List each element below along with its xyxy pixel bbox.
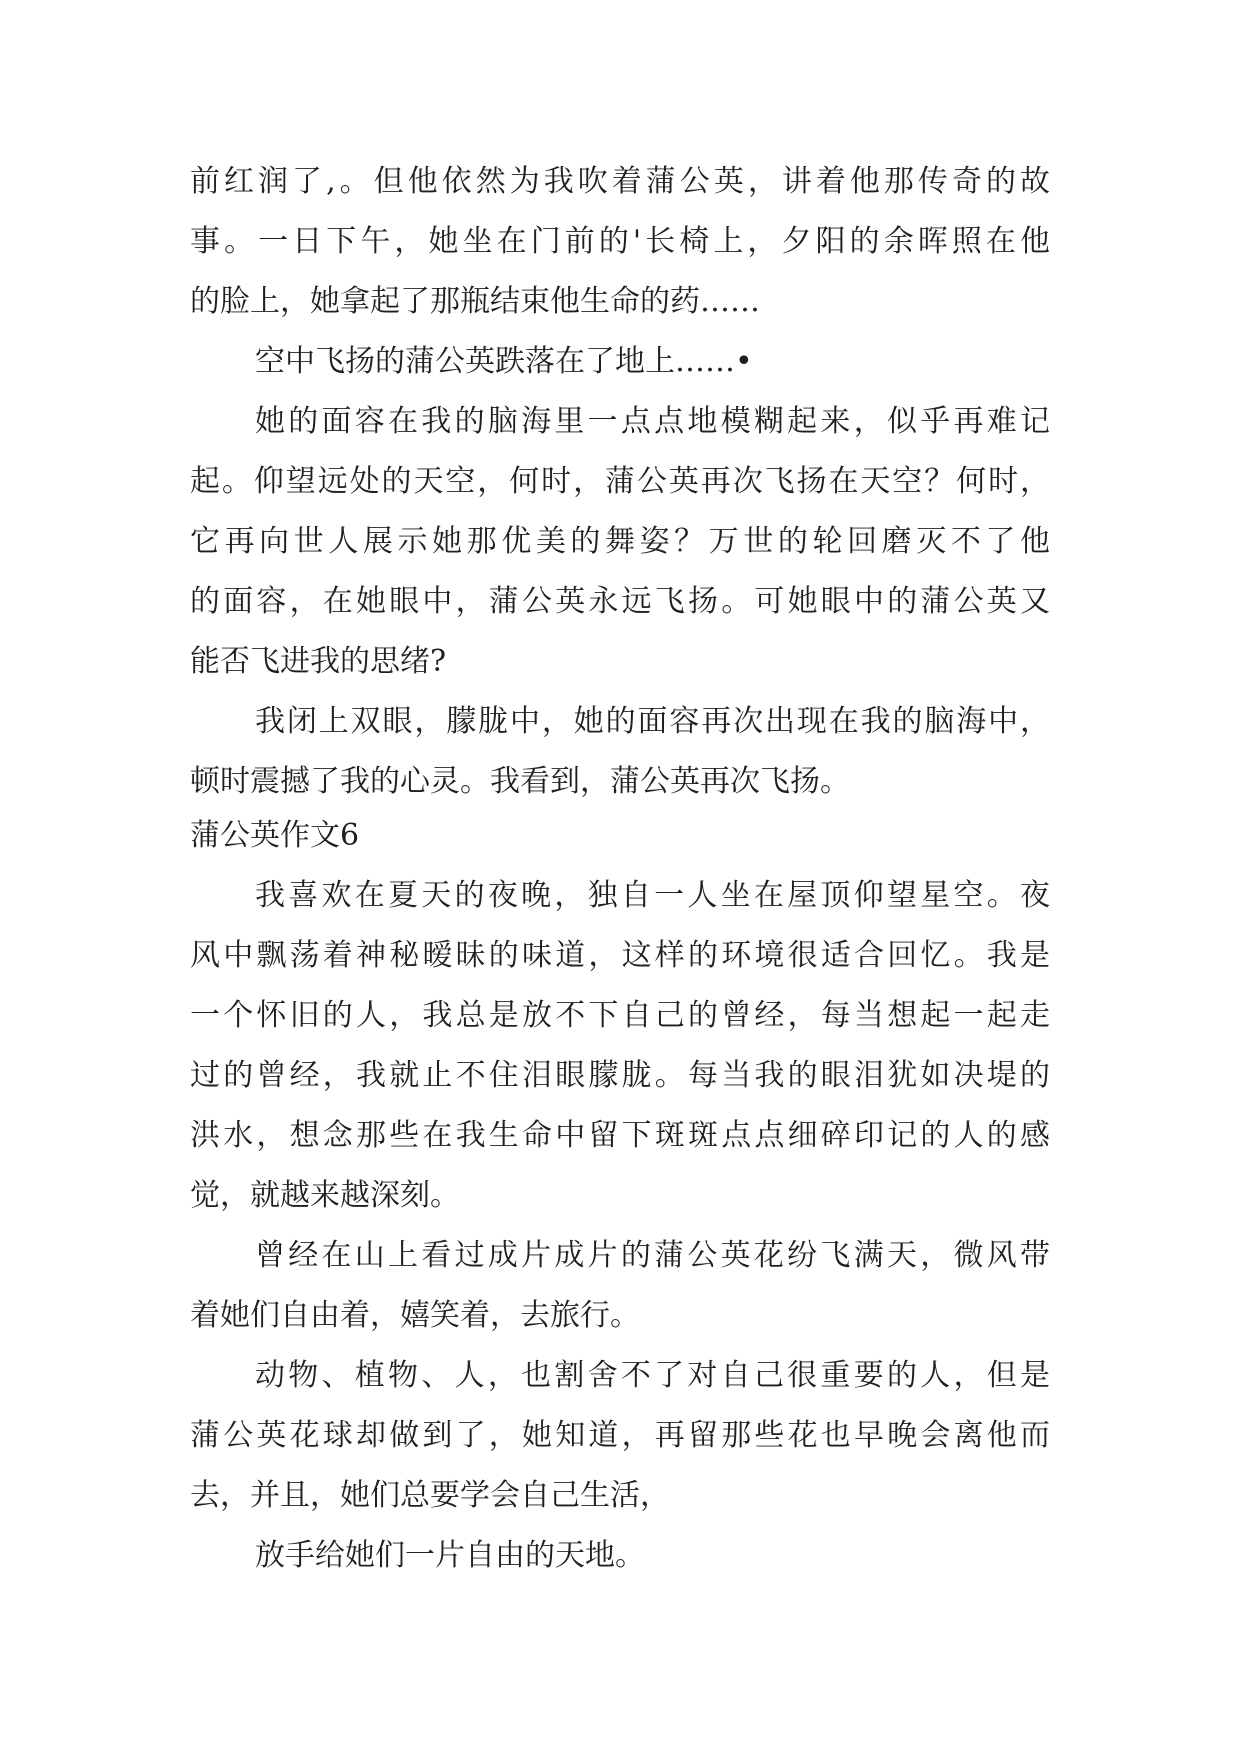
text-line: 洪水，想念那些在我生命中留下斑斑点点细碎印记的人的感 (190, 1118, 1050, 1153)
text-line: 风中飘荡着神秘暧昧的味道，这样的环境很适合回忆。我是 (190, 938, 1050, 973)
text-line: 的面容，在她眼中，蒲公英永远飞扬。可她眼中的蒲公英又 (190, 584, 1050, 619)
text-line: 觉，就越来越深刻。 (190, 1178, 460, 1213)
text-line: 的脸上，她拿起了那瓶结束他生命的药…… (190, 284, 760, 319)
text-line: 事。一日下午，她坐在门前的'长椅上，夕阳的余晖照在他 (190, 224, 1050, 259)
text-line: 空中飞扬的蒲公英跌落在了地上……• (255, 344, 753, 379)
text-line: 前红润了,。但他依然为我吹着蒲公英，讲着他那传奇的故 (190, 164, 1050, 199)
text-line: 动物、植物、人，也割舍不了对自己很重要的人，但是 (255, 1358, 1050, 1393)
text-line: 过的曾经，我就止不住泪眼朦胧。每当我的眼泪犹如决堤的 (190, 1058, 1050, 1093)
text-line: 我喜欢在夏天的夜晚，独自一人坐在屋顶仰望星空。夜 (255, 878, 1050, 913)
section-heading: 蒲公英作文6 (190, 818, 360, 853)
text-line: 放手给她们一片自由的天地。 (255, 1538, 645, 1573)
text-line: 顿时震撼了我的心灵。我看到，蒲公英再次飞扬。 (190, 764, 850, 799)
text-line: 着她们自由着，嬉笑着，去旅行。 (190, 1298, 640, 1333)
text-line: 我闭上双眼，朦胧中，她的面容再次出现在我的脑海中， (255, 704, 1050, 739)
text-line: 起。仰望远处的天空，何时，蒲公英再次飞扬在天空？何时， (190, 464, 1050, 499)
text-line: 曾经在山上看过成片成片的蒲公英花纷飞满天，微风带 (255, 1238, 1050, 1273)
text-line: 她的面容在我的脑海里一点点地模糊起来，似乎再难记 (255, 404, 1050, 439)
text-line: 蒲公英花球却做到了，她知道，再留那些花也早晚会离他而 (190, 1418, 1050, 1453)
text-line: 能否飞进我的思绪? (190, 644, 447, 679)
text-line: 它再向世人展示她那优美的舞姿？万世的轮回磨灭不了他 (190, 524, 1050, 559)
text-line: 一个怀旧的人，我总是放不下自己的曾经，每当想起一起走 (190, 998, 1050, 1033)
text-line: 去，并且，她们总要学会自己生活， (190, 1478, 670, 1513)
